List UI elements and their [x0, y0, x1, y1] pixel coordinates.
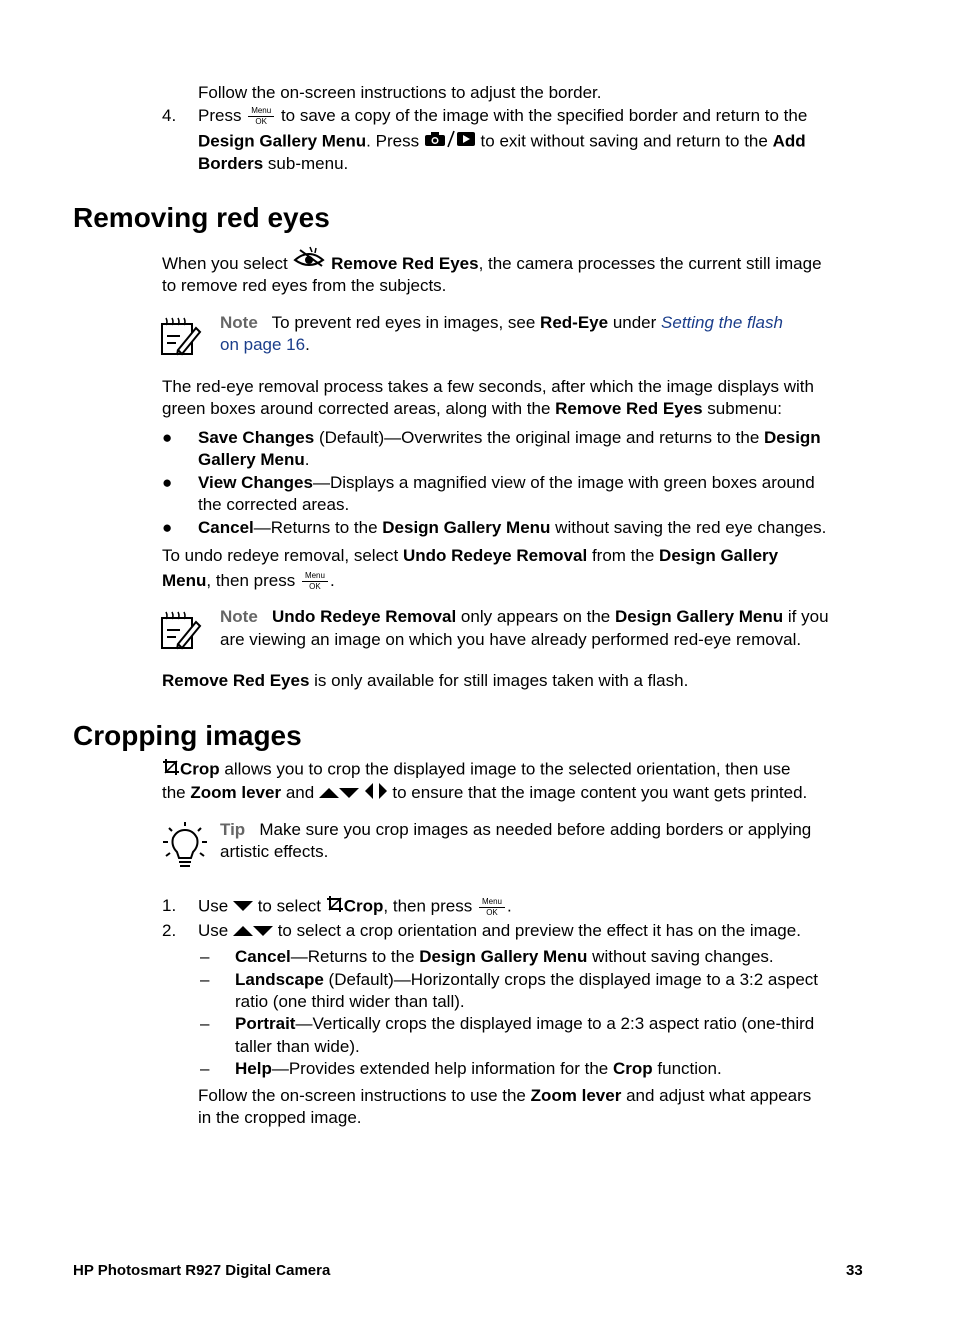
crop-icon [326, 895, 344, 919]
dash-help: Help—Provides extended help information for the Crop function. [235, 1059, 722, 1078]
menu-ok-button-icon: Menu OK [479, 898, 505, 917]
tip-line1: Tip Make sure you crop images as needed before adding borders or applying [220, 820, 812, 839]
bullet-marker: ● [162, 428, 173, 447]
note2-line1: Note Undo Redeye Removal only appears on the Design Gallery Menu if you [220, 607, 829, 626]
bullet-save-changes-line1: Save Changes (Default)—Overwrites the original image and returns to the Design [198, 428, 821, 447]
dash-landscape-line1: Landscape (Default)—Horizontally crops the displayed image to a 3:2 aspect [235, 970, 819, 989]
crop-icon [162, 758, 180, 782]
bullet-view-changes-line1: View Changes—Displays a magnified view of the image with green boxes around [198, 473, 815, 492]
note1-line1: Note To prevent red eyes in images, see Red-Eye under Setting the flash [220, 313, 783, 332]
note1-line2: on page 16. [220, 335, 310, 354]
footer-title: HP Photosmart R927 Digital Camera [73, 1262, 331, 1279]
undo-line2: Menu, then press Menu OK . [162, 571, 335, 592]
footer-page-number: 33 [846, 1262, 863, 1279]
dash-marker: – [200, 947, 210, 966]
dash-marker: – [200, 970, 210, 989]
red-eyes-intro-line1: When you select Remove Red Eyes, the camera processes the current still image [162, 253, 872, 276]
bullet-marker: ● [162, 518, 173, 537]
crop-intro-line2: the Zoom lever and to ensure that the image content you want gets printed. [162, 782, 882, 805]
bullet-view-changes-line2: the corrected areas. [198, 495, 350, 514]
crop-intro-line1: Crop allows you to crop the displayed image to the selected orientation, then use [162, 758, 872, 782]
camera-icon [424, 131, 446, 153]
heading-cropping-images: Cropping images [73, 720, 302, 751]
step2-number: 2. [162, 921, 177, 940]
dash-portrait-line2: taller than wide). [235, 1037, 360, 1056]
red-eyes-intro-line2: to remove red eyes from the subjects. [162, 276, 447, 295]
undo-line1: To undo redeye removal, select Undo Redeye Removal from the Design Gallery [162, 546, 779, 565]
step4-line2: Design Gallery Menu. Press to exit without saving and return to the Add [198, 130, 878, 154]
dash-marker: – [200, 1059, 210, 1078]
bullet-marker: ● [162, 473, 173, 492]
red-eyes-para2-line1: The red-eye removal process takes a few seconds, after which the image displays with [162, 377, 814, 396]
link-page-16[interactable]: on page 16 [220, 335, 306, 354]
red-eye-icon [292, 246, 326, 276]
down-arrow-icon [233, 896, 253, 918]
dash-portrait-line1: Portrait—Vertically crops the displayed image to a 2:3 aspect ratio (one-third [235, 1014, 815, 1033]
tip-lightbulb-icon [163, 822, 207, 876]
step4-line3: Borders sub-menu. [198, 154, 349, 173]
left-right-arrows-icon [364, 783, 388, 805]
step4-line1: Press Menu OK to save a copy of the image with the specified border and return to the [198, 106, 808, 127]
up-down-arrows-icon [319, 783, 359, 805]
tip-line2: artistic effects. [220, 842, 329, 861]
step3-continuation: Follow the on-screen instructions to adjust the border. [198, 83, 602, 102]
note-icon [160, 316, 202, 364]
up-down-arrows-icon [233, 921, 273, 943]
note-icon [160, 610, 202, 658]
bullet-save-changes-line2: Gallery Menu. [198, 450, 310, 469]
slash-separator-icon [446, 130, 456, 154]
follow-line2: in the cropped image. [198, 1108, 362, 1127]
link-setting-the-flash[interactable]: Setting the flash [661, 313, 783, 332]
bullet-cancel: Cancel—Returns to the Design Gallery Menu without saving the red eye changes. [198, 518, 827, 537]
note2-line2: are viewing an image on which you have already performed red-eye removal. [220, 630, 802, 649]
menu-ok-button-icon: Menu OK [248, 107, 274, 126]
step1-text: Use to select Crop, then press Menu OK . [198, 895, 878, 919]
step2-text: Use to select a crop orientation and preview the effect it has on the image. [198, 920, 888, 943]
availability-line: Remove Red Eyes is only available for still images taken with a flash. [162, 671, 689, 690]
dash-marker: – [200, 1014, 210, 1033]
playback-icon [456, 131, 476, 153]
dash-landscape-line2: ratio (one third wider than tall). [235, 992, 465, 1011]
follow-line1: Follow the on-screen instructions to use the Zoom lever and adjust what appears [198, 1086, 812, 1105]
step4-number: 4. [162, 106, 177, 125]
dash-cancel: Cancel—Returns to the Design Gallery Menu without saving changes. [235, 947, 774, 966]
step1-number: 1. [162, 896, 177, 915]
heading-removing-red-eyes: Removing red eyes [73, 202, 330, 233]
menu-ok-button-icon: Menu OK [302, 572, 328, 591]
red-eyes-para2-line2: green boxes around corrected areas, along with the Remove Red Eyes submenu: [162, 399, 782, 418]
